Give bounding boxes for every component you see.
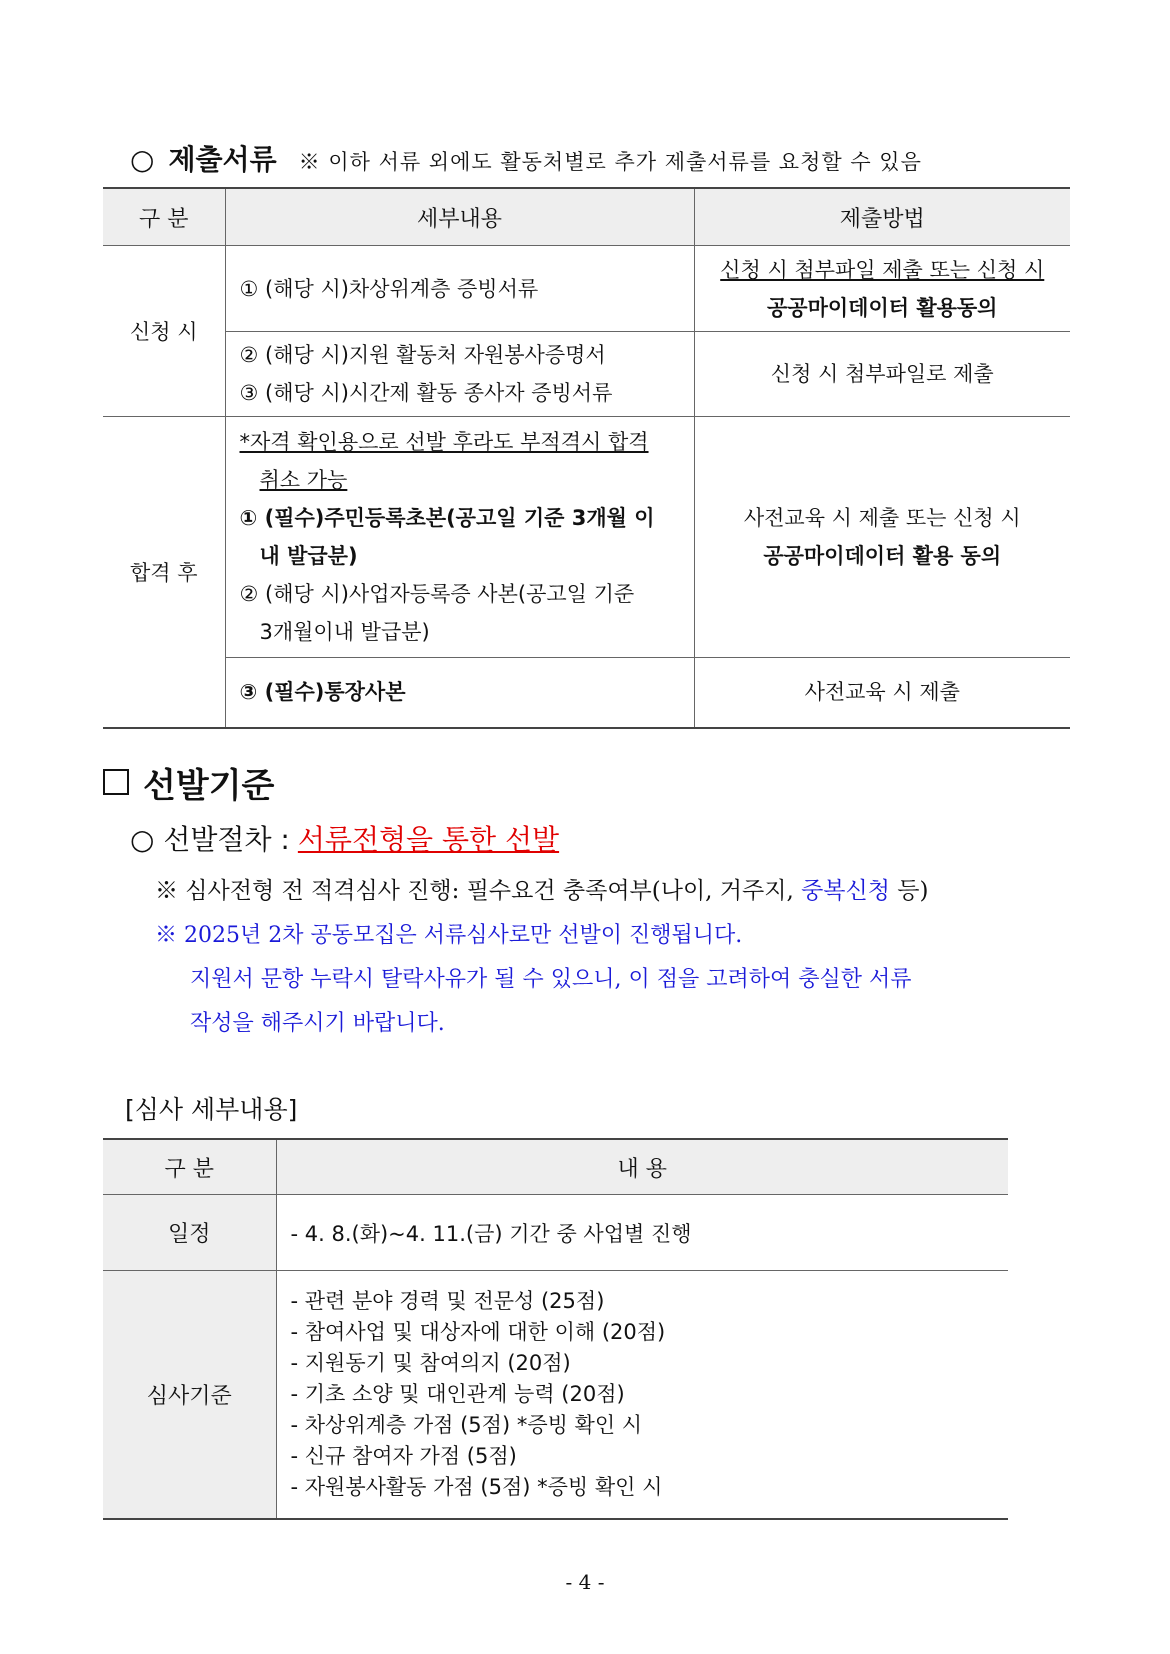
review-table [103, 1138, 1008, 1520]
table-header-row [103, 188, 1070, 246]
criteria-item: - 신규 참여자 가점 (5점) [290, 1443, 517, 1468]
table-row [103, 332, 1070, 417]
review-heading: [심사 세부내용] [125, 1095, 298, 1124]
apply-method-1-line2: 공공마이데이터 활용동의 [767, 295, 998, 320]
table-row [103, 1195, 1008, 1271]
table-row [103, 246, 1070, 332]
pass-item-3: ③ (필수)통장사본 [225, 658, 694, 728]
apply-category: 신청 시 [103, 246, 225, 417]
apply-item-1: ① (해당 시)차상위계층 증빙서류 [225, 246, 694, 332]
submission-table [103, 187, 1070, 729]
document-review-note: ※ 2025년 2차 공동모집은 서류심사로만 선발이 진행됩니다. [155, 923, 743, 948]
criteria-item: - 자원봉사활동 가점 (5점) *증빙 확인 시 [290, 1474, 663, 1499]
criteria-item: - 차상위계층 가점 (5점) *증빙 확인 시 [290, 1412, 643, 1437]
eligibility-note-text: ※ 심사전형 전 적격심사 진행: 필수요건 충족여부(나이, 거주지, [155, 878, 794, 904]
table-header-row [103, 1139, 1008, 1195]
apply-method-1 [694, 246, 1070, 332]
pass-item-3-method: 사전교육 시 제출 [694, 658, 1070, 728]
header-category: 구 분 [103, 1139, 276, 1195]
apply-item-2: ② (해당 시)지원 활동처 자원봉사증명서 [239, 343, 606, 367]
pass-items [225, 417, 694, 658]
schedule-label: 일정 [103, 1195, 276, 1271]
table-row [103, 658, 1070, 728]
page-number: - 4 - [565, 1570, 605, 1594]
pass-warning-line2: 취소 가능 [259, 468, 348, 492]
selection-procedure [130, 818, 559, 858]
bullet-circle: ○ [130, 143, 155, 176]
pass-item-1-line1: ① (필수)주민등록초본(공고일 기준 3개월 이 [239, 506, 655, 530]
pass-item-2-line2: 3개월이내 발급분) [259, 620, 430, 644]
criteria-item: - 기초 소양 및 대인관계 능력 (20점) [290, 1381, 625, 1406]
header-content: 내 용 [276, 1139, 1008, 1195]
eligibility-note-suffix: 등) [897, 878, 929, 904]
apply-method-1-line1: 신청 시 첨부파일 제출 또는 신청 시 [720, 257, 1045, 282]
pass-warning-line1: *자격 확인용으로 선발 후라도 부적격시 합격 [239, 430, 649, 454]
pass-item-1-line2: 내 발급분) [259, 544, 358, 568]
apply-items-2 [225, 332, 694, 417]
checkbox-square-icon [103, 769, 129, 795]
header-details: 세부내용 [225, 188, 694, 246]
selection-heading [103, 758, 274, 807]
criteria-item: - 지원동기 및 참여의지 (20점) [290, 1350, 571, 1375]
document-review-note-line2: 지원서 문항 누락시 탈락사유가 될 수 있으니, 이 점을 고려하여 충실한 서류 [190, 967, 912, 992]
criteria-label: 심사기준 [103, 1271, 276, 1519]
submission-note: ※ 이하 서류 외에도 활동처별로 추가 제출서류를 요청할 수 있음 [298, 150, 922, 174]
schedule-value: - 4. 8.(화)~4. 11.(금) 기간 중 사업별 진행 [276, 1195, 1008, 1271]
pass-category: 합격 후 [103, 417, 225, 728]
procedure-label: ○ 선발절차 : [130, 823, 290, 856]
header-method: 제출방법 [694, 188, 1070, 246]
criteria-list [276, 1271, 1008, 1519]
apply-item-3: ③ (해당 시)시간제 활동 종사자 증빙서류 [239, 381, 613, 405]
table-row [103, 417, 1070, 658]
eligibility-note-duplicate: 중복신청 [801, 878, 890, 904]
criteria-item: - 참여사업 및 대상자에 대한 이해 (20점) [290, 1319, 666, 1344]
submission-title: 제출서류 [168, 143, 277, 176]
eligibility-note [155, 872, 928, 905]
pass-method [694, 417, 1070, 658]
criteria-item: - 관련 분야 경력 및 전문성 (25점) [290, 1288, 605, 1313]
pass-method-line2: 공공마이데이터 활용 동의 [763, 544, 1002, 568]
procedure-value: 서류전형을 통한 선발 [297, 823, 560, 856]
header-category: 구 분 [103, 188, 225, 246]
table-row [103, 1271, 1008, 1519]
submission-heading [130, 138, 922, 178]
document-review-note-line3: 작성을 해주시기 바랍니다. [190, 1011, 445, 1036]
apply-method-2: 신청 시 첨부파일로 제출 [694, 332, 1070, 417]
selection-title: 선발기준 [143, 766, 275, 806]
pass-item-2-line1: ② (해당 시)사업자등록증 사본(공고일 기준 [239, 582, 635, 606]
pass-method-line1: 사전교육 시 제출 또는 신청 시 [743, 506, 1021, 530]
